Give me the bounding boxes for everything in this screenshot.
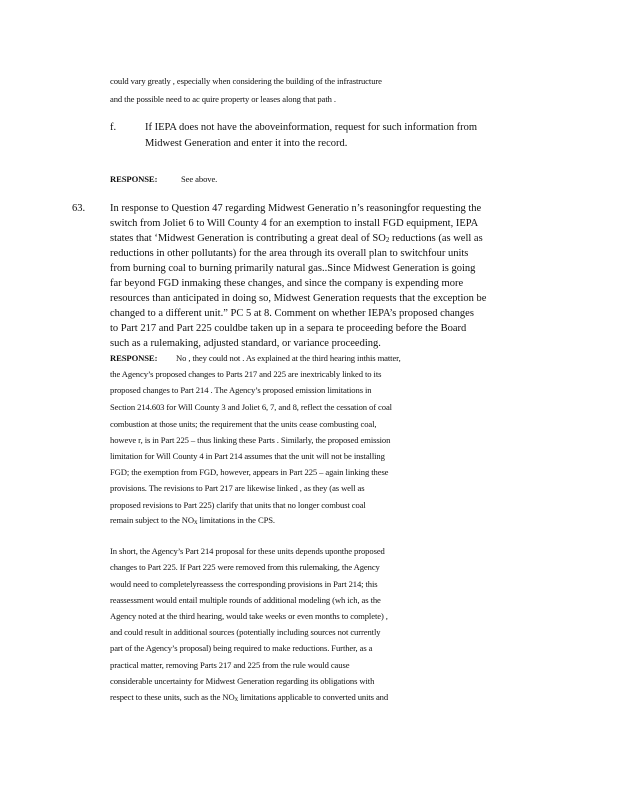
continuation-line-2: and the possible need to ac quire property or leases along that path .: [110, 94, 336, 104]
response-63-line-10-text: remain subject to the NO: [110, 515, 194, 525]
in-short-line-1: In short, the Agency’s Part 214 proposal for these units depends uponthe proposed: [110, 546, 385, 556]
question-f-line-2: Midwest Generation and enter it into the record.: [145, 138, 348, 149]
question-f-line-1: If IEPA does not have the aboveinformation, request for such information from: [145, 122, 478, 133]
question-f-response-text: See above.: [181, 174, 218, 184]
question-63-line-1: In response to Question 47 regarding Midwest Generatio n’s reasoningfor requesting the: [110, 203, 482, 214]
question-63-line-7: resources than anticipated in doing so, Midwest Generation requests that the exception be: [110, 293, 487, 304]
response-63-line-10: [110, 514, 275, 528]
in-short-line-4: reassessment would entail multiple rounds of additional modeling (wh ich, as the: [110, 595, 381, 605]
response-63-line-2: proposed changes to Part 214 . The Agency’s proposed emission limitations in: [110, 385, 372, 395]
response-63-line-1: the Agency’s proposed changes to Parts 217 and 225 are inextricably linked to its: [110, 369, 382, 379]
in-short-line-2: changes to Part 225. If Part 225 were removed from this rulemaking, the Agency: [110, 562, 380, 572]
question-63-line-10: such as a rulemaking, adjusted standard, or variance proceeding.: [110, 338, 381, 349]
continuation-line-1: could vary greatly , especially when considering the building of the infrastructure: [110, 76, 382, 86]
response-63-first-line: No , they could not . As explained at the third hearing inthis matter,: [176, 353, 401, 363]
response-63-line-10-tail: limitations in the CPS.: [197, 515, 275, 525]
question-63-line-6: far beyond FGD inmaking these changes, and since the company is expending more: [110, 278, 464, 289]
nox-subscript-2: x: [234, 695, 239, 703]
response-63-line-3: Section 214.603 for Will County 3 and Joliet 6, 7, and 8, reflect the cessation of coal: [110, 402, 392, 412]
question-f-response-label: RESPONSE:: [110, 174, 158, 184]
question-63-line-8: changed to a different unit.” PC 5 at 8. Comment on whether IEPA’s proposed changes: [110, 308, 474, 319]
in-short-line-8: practical matter, removing Parts 217 and 225 from the rule would cause: [110, 660, 350, 670]
question-63-line-9: to Part 217 and Part 225 couldbe taken up in a separa te proceeding before the Board: [110, 323, 467, 334]
in-short-line-10-text: respect to these units, such as the NO: [110, 692, 235, 702]
question-63-line-2: switch from Joliet 6 to Will County 4 for an exemption to install FGD equipment, IEPA: [110, 218, 479, 229]
question-63-line-3-text: states that ‘Midwest Generation is contributing a great deal of SO: [110, 233, 386, 244]
in-short-line-3: would need to completelyreassess the corresponding provisions in Part 214; this: [110, 579, 378, 589]
question-63-line-4: reductions in other pollutants) for the area through its overall plan to switchfour units: [110, 248, 469, 259]
response-63-line-6: limitation for Will County 4 in Part 214 assumes that the unit will not be installing: [110, 451, 385, 461]
question-63-line-3: [110, 233, 483, 246]
response-63-line-4: combustion at those units; the requirement that the units cease combusting coal,: [110, 419, 377, 429]
in-short-line-10-tail: limitations applicable to converted units and: [238, 692, 389, 702]
nox-subscript-1: x: [194, 518, 198, 526]
question-63-number: 63.: [72, 203, 86, 214]
in-short-line-10: [110, 691, 388, 705]
in-short-line-9: considerable uncertainty for Midwest Generation regarding its obligations with: [110, 676, 375, 686]
so2-subscript: 2: [385, 236, 390, 244]
response-63-line-8: provisions. The revisions to Part 217 are likewise linked , as they (as well as: [110, 483, 365, 493]
question-63-line-5: from burning coal to burning primarily natural gas..Since Midwest Generation is going: [110, 263, 476, 274]
response-63-line-9: proposed revisions to Part 225) clarify that units that no longer combust coal: [110, 500, 366, 510]
question-f-marker: f.: [110, 122, 117, 133]
in-short-line-5: Agency noted at the third hearing, would take weeks or even months to complete) ,: [110, 611, 388, 621]
question-63-line-3-tail: reductions (as well as: [389, 233, 483, 244]
response-63-line-5: howeve r, is in Part 225 – thus linking these Parts . Similarly, the proposed emission: [110, 435, 391, 445]
in-short-line-6: and could result in additional sources (potentially including sources not currently: [110, 627, 381, 637]
in-short-line-7: part of the Agency’s proposal) being required to make reductions. Further, as a: [110, 643, 373, 653]
response-63-line-7: FGD; the exemption from FGD, however, appears in Part 225 – again linking these: [110, 467, 389, 477]
response-63-label: RESPONSE:: [110, 353, 158, 363]
